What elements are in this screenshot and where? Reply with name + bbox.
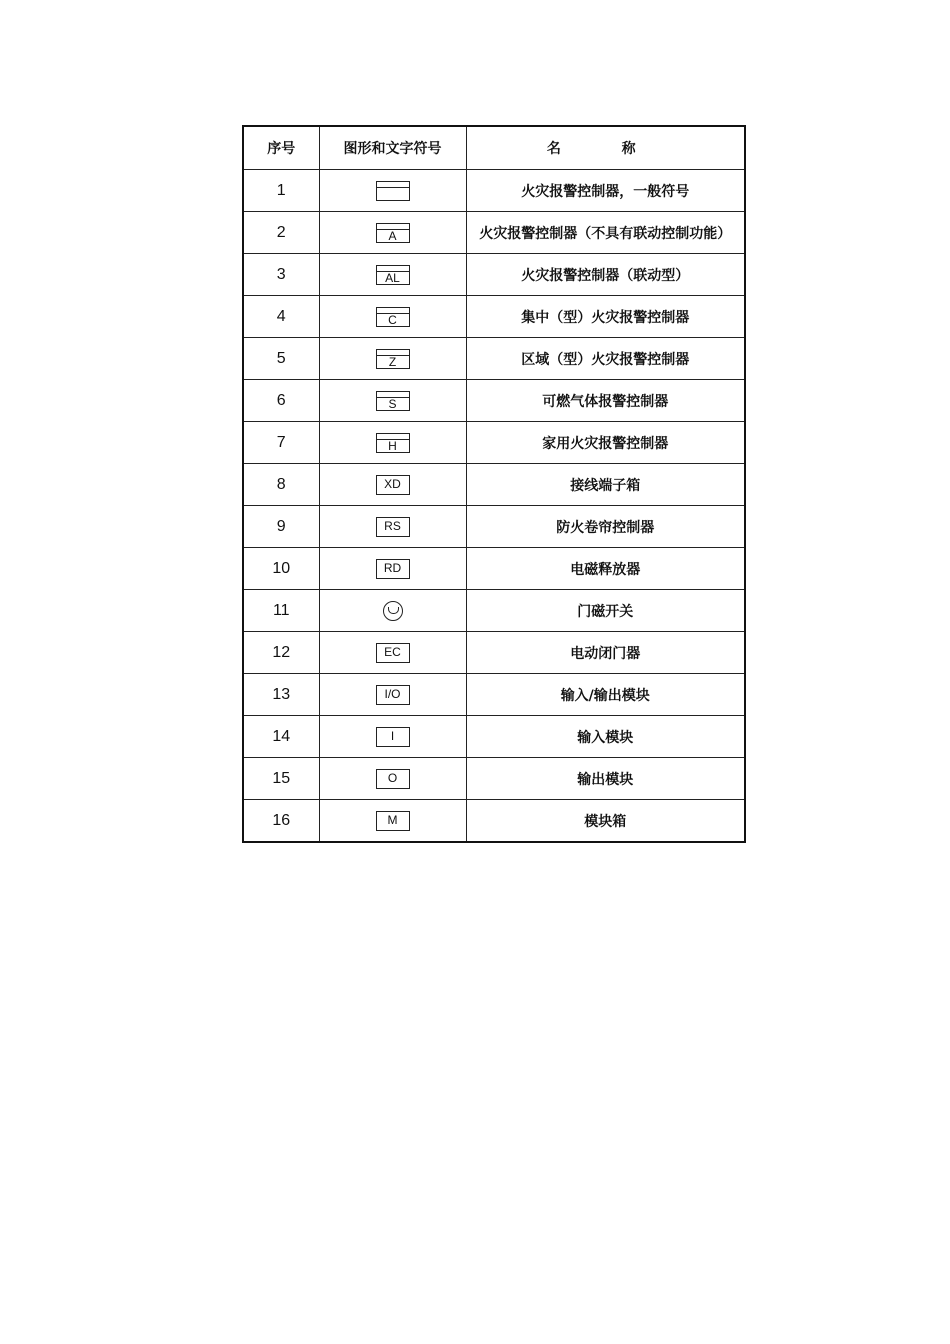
device-name: 接线端子箱 xyxy=(466,464,745,506)
device-name: 火灾报警控制器，一般符号 xyxy=(466,170,745,212)
alarm-controller-symbol-icon xyxy=(376,433,410,453)
row-number: 5 xyxy=(243,338,319,380)
row-number: 8 xyxy=(243,464,319,506)
table-row xyxy=(243,758,745,800)
header-symbol: 图形和文字符号 xyxy=(319,126,466,170)
fire-alarm-symbol-table xyxy=(242,125,746,843)
row-number: 1 xyxy=(243,170,319,212)
device-name: 模块箱 xyxy=(466,800,745,843)
device-name: 家用火灾报警控制器 xyxy=(466,422,745,464)
alarm-controller-symbol-icon xyxy=(376,181,410,201)
module-symbol-icon: RD xyxy=(376,559,410,579)
device-name: 防火卷帘控制器 xyxy=(466,506,745,548)
table-row xyxy=(243,800,745,843)
row-number: 3 xyxy=(243,254,319,296)
row-number: 7 xyxy=(243,422,319,464)
row-number: 14 xyxy=(243,716,319,758)
row-number: 16 xyxy=(243,800,319,843)
module-symbol-icon: RS xyxy=(376,517,410,537)
symbol-letter: C xyxy=(388,312,397,327)
symbol-letter: Z xyxy=(388,354,397,369)
row-number: 6 xyxy=(243,380,319,422)
symbol-cell xyxy=(319,296,466,338)
table-row xyxy=(243,632,745,674)
alarm-controller-symbol-icon xyxy=(376,265,410,285)
device-name: 区域（型）火灾报警控制器 xyxy=(466,338,745,380)
table-row xyxy=(243,590,745,632)
module-symbol-icon: O xyxy=(376,769,410,789)
row-number: 11 xyxy=(243,590,319,632)
module-symbol-icon: I/O xyxy=(376,685,410,705)
table-row xyxy=(243,338,745,380)
row-number: 13 xyxy=(243,674,319,716)
device-name: 可燃气体报警控制器 xyxy=(466,380,745,422)
table-row xyxy=(243,716,745,758)
row-number: 4 xyxy=(243,296,319,338)
device-name: 门磁开关 xyxy=(466,590,745,632)
table-header-row xyxy=(243,126,745,170)
header-number: 序号 xyxy=(243,126,319,170)
symbol-letter: S xyxy=(388,396,397,411)
symbol-cell xyxy=(319,506,466,548)
alarm-controller-symbol-icon xyxy=(376,349,410,369)
device-name: 电磁释放器 xyxy=(466,548,745,590)
symbol-letter: A xyxy=(388,228,397,243)
row-number: 15 xyxy=(243,758,319,800)
module-symbol-icon: EC xyxy=(376,643,410,663)
table-row xyxy=(243,422,745,464)
symbol-cell xyxy=(319,632,466,674)
device-name: 输出模块 xyxy=(466,758,745,800)
symbol-cell xyxy=(319,548,466,590)
symbol-cell xyxy=(319,590,466,632)
row-number: 12 xyxy=(243,632,319,674)
table-row xyxy=(243,464,745,506)
symbol-cell xyxy=(319,758,466,800)
table-row xyxy=(243,674,745,716)
device-name: 火灾报警控制器（不具有联动控制功能） xyxy=(466,212,745,254)
device-name: 火灾报警控制器（联动型） xyxy=(466,254,745,296)
alarm-controller-symbol-icon xyxy=(376,391,410,411)
device-name: 输入/输出模块 xyxy=(466,674,745,716)
symbol-letter: AL xyxy=(385,270,400,285)
table-row xyxy=(243,170,745,212)
header-name: 名 称 xyxy=(466,126,745,170)
table-row xyxy=(243,506,745,548)
row-number: 9 xyxy=(243,506,319,548)
row-number: 10 xyxy=(243,548,319,590)
table-row xyxy=(243,212,745,254)
table-row xyxy=(243,296,745,338)
symbol-letter: H xyxy=(388,438,397,453)
alarm-controller-symbol-icon xyxy=(376,223,410,243)
symbol-cell xyxy=(319,338,466,380)
symbol-cell xyxy=(319,254,466,296)
symbol-cell xyxy=(319,674,466,716)
device-name: 电动闭门器 xyxy=(466,632,745,674)
symbol-cell xyxy=(319,170,466,212)
device-name: 集中（型）火灾报警控制器 xyxy=(466,296,745,338)
module-symbol-icon: M xyxy=(376,811,410,831)
symbol-cell xyxy=(319,464,466,506)
module-symbol-icon: I xyxy=(376,727,410,747)
symbol-cell xyxy=(319,716,466,758)
row-number: 2 xyxy=(243,212,319,254)
module-symbol-icon: XD xyxy=(376,475,410,495)
alarm-controller-symbol-icon xyxy=(376,307,410,327)
symbol-cell xyxy=(319,212,466,254)
table-row xyxy=(243,380,745,422)
symbol-cell xyxy=(319,422,466,464)
symbol-cell xyxy=(319,800,466,843)
table-row xyxy=(243,548,745,590)
device-name: 输入模块 xyxy=(466,716,745,758)
table-row xyxy=(243,254,745,296)
door-magnet-switch-symbol-icon xyxy=(383,601,403,621)
symbol-cell xyxy=(319,380,466,422)
